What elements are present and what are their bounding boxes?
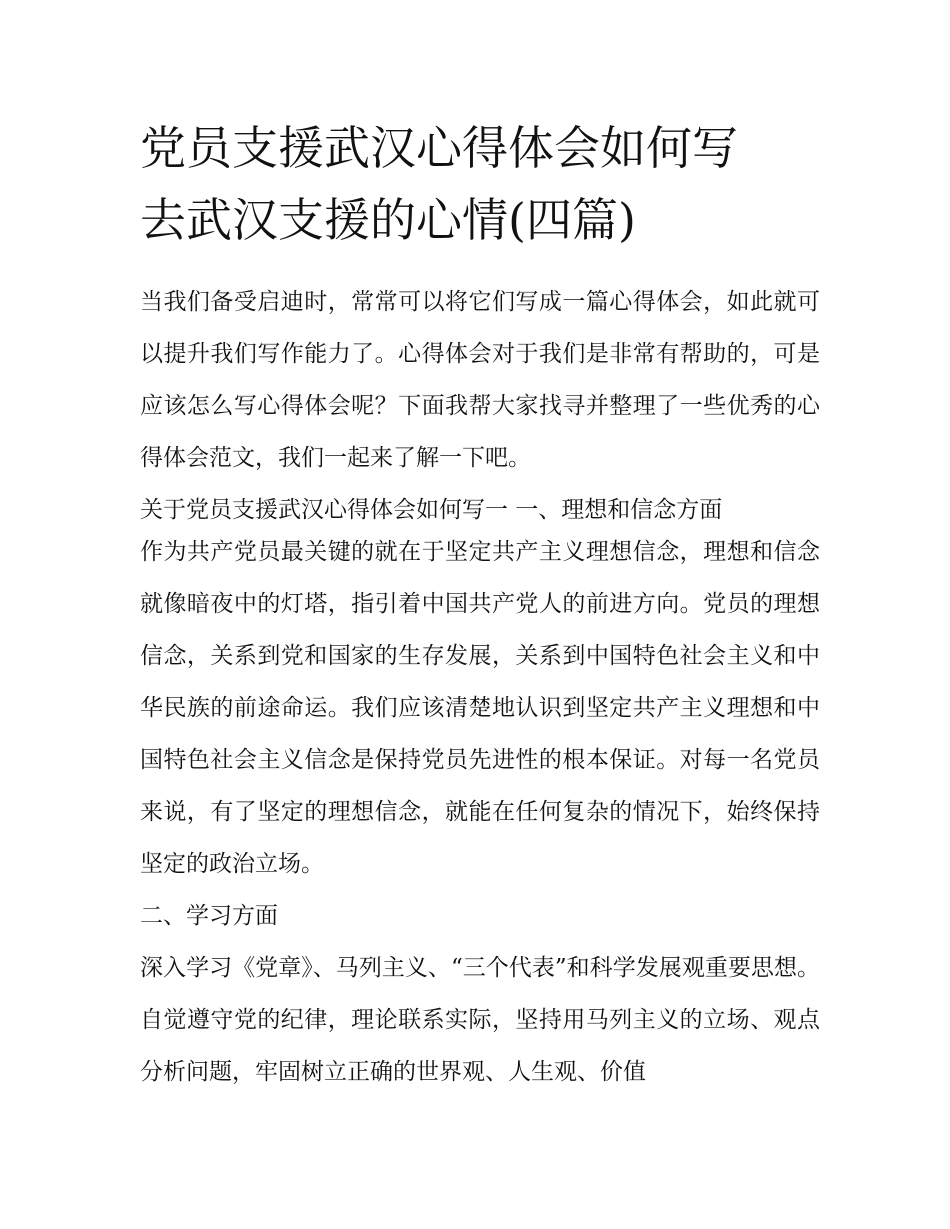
intro-paragraph: 当我们备受启迪时，常常可以将它们写成一篇心得体会，如此就可以提升我们写作能力了。心得体会对于我们是非常有帮助的，可是应该怎么写心得体会呢？下面我帮大家找寻并整理了一些优秀的心得体会范文，我们一起来了解一下吧。 <box>140 289 820 471</box>
title-line-1: 党员支援武汉心得体会如何写 <box>140 121 738 175</box>
section-2-paragraph: 深入学习《党章》、马列主义、“三个代表”和科学发展观重要思想。自觉遵守党的纪律，理论联系实际，坚持用马列主义的立场、观点分析问题，牢固树立正确的世界观、人生观、价值 <box>140 955 820 1085</box>
section-heading-1: 关于党员支援武汉心得体会如何写一 一、理想和信念方面 <box>140 497 723 523</box>
title-line-2: 去武汉支援的心情(四篇) <box>140 193 636 247</box>
section-1-paragraph: 作为共产党员最关键的就在于坚定共产主义理想信念，理想和信念就像暗夜中的灯塔，指引着中国共产党人的前进方向。党员的理想信念，关系到党和国家的生存发展，关系到中国特色社会主义和中华民族的前途命运。我们应该清楚地认识到坚定共产主义理想和中国特色社会主义信念是保持党员先进性的根本保证。对每一名党员来说，有了坚定的理想信念，就能在任何复杂的情况下，始终保持坚定的政治立场。 <box>140 539 820 877</box>
section-heading-2: 二、学习方面 <box>140 903 278 929</box>
document-body <box>140 276 820 1098</box>
document-title <box>140 112 820 256</box>
